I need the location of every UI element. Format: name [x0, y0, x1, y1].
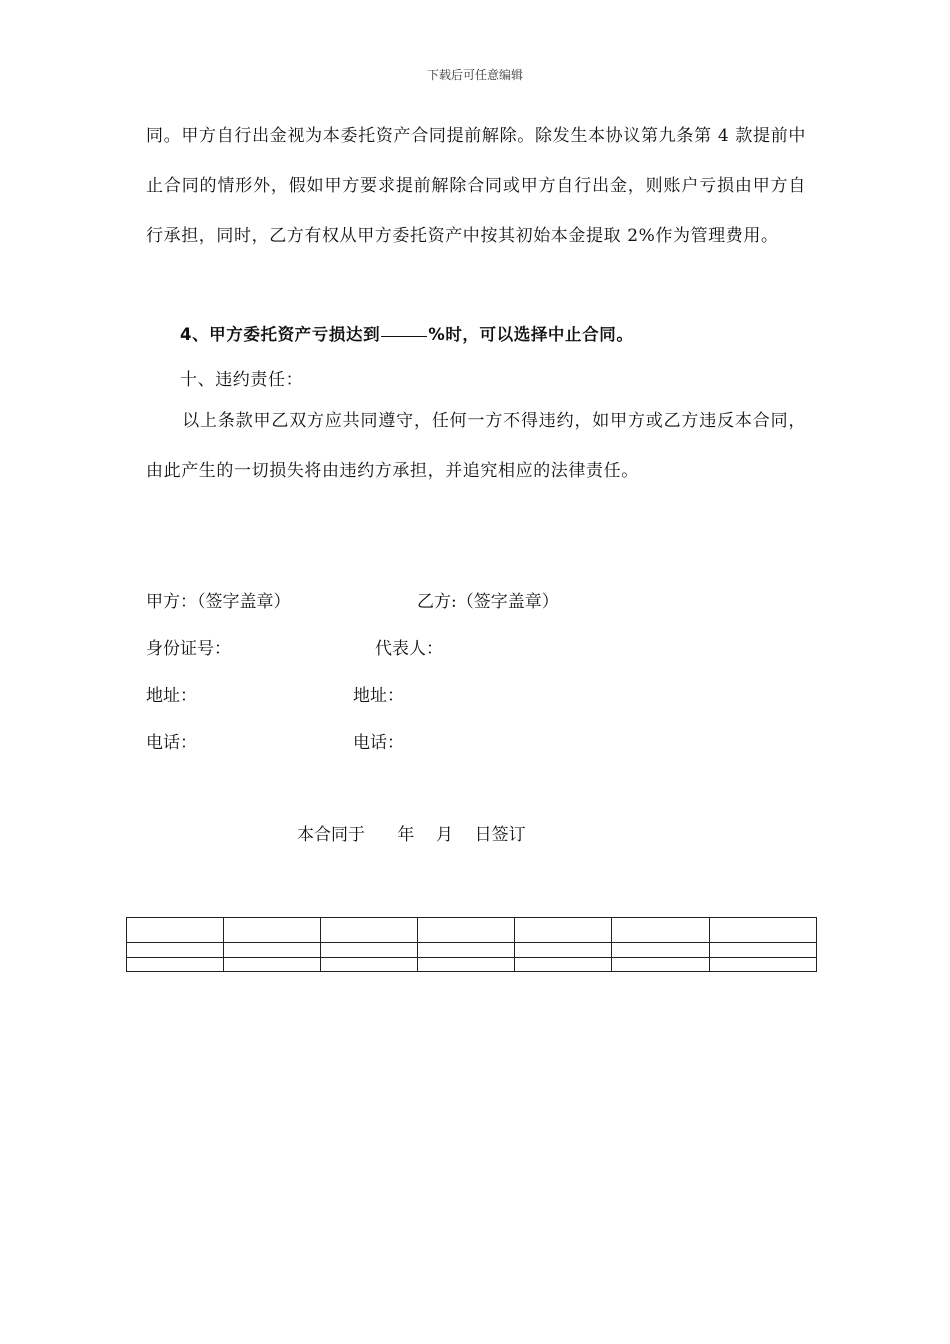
table-cell — [612, 918, 710, 943]
party-b-signature: 乙方:（签字盖章） — [417, 592, 559, 612]
table-row — [127, 943, 817, 958]
section-10-text: 以上条款甲乙双方应共同遵守，任何一方不得违约，如甲方或乙方违反本合同，由此产生的一切损失将由违约方承担，并追究相应的法律责任。 — [146, 411, 806, 481]
table-cell — [612, 958, 710, 972]
section-10-title: 十、违约责任： — [180, 370, 304, 390]
table-cell — [710, 958, 817, 972]
table-cell — [321, 943, 418, 958]
table-cell — [710, 918, 817, 943]
party-a-phone-label: 电话： — [146, 733, 197, 753]
table-cell — [224, 918, 321, 943]
table-cell — [127, 943, 224, 958]
table-row — [127, 958, 817, 972]
table-cell — [418, 918, 515, 943]
clause-paragraph-early-termination: 同。甲方自行出金视为本委托资产合同提前解除。除发生本协议第九条第 4 款提前中止合同的情形外，假如甲方要求提前解除合同或甲方自行出金，则账户亏损由甲方自行承担，同时，乙方有权从甲方委托资产中按其初始本金提取 2%作为管理费用。 — [146, 126, 806, 246]
clause-item-4-suffix: %时，可以选择中止合同。 — [428, 325, 634, 344]
clause-item-4 — [180, 310, 800, 360]
contract-sign-date: 本合同于 年 月 日签订 — [297, 825, 526, 845]
id-number-label: 身份证号： — [146, 639, 231, 659]
table-cell — [418, 943, 515, 958]
table-cell — [127, 918, 224, 943]
table-cell — [418, 958, 515, 972]
party-a-signature: 甲方：（签字盖章） — [146, 592, 291, 612]
party-b-address-label: 地址： — [353, 686, 404, 706]
empty-grid-table — [126, 917, 817, 972]
clause-item-4-prefix: 4、甲方委托资产亏损达到 — [180, 325, 381, 344]
table-cell — [515, 958, 612, 972]
representative-label: 代表人： — [375, 639, 443, 659]
table-cell — [710, 943, 817, 958]
table-cell — [224, 943, 321, 958]
party-b-phone-label: 电话： — [353, 733, 404, 753]
table-row — [127, 918, 817, 943]
header-note: 下载后可任意编辑 — [426, 68, 523, 82]
table-cell — [515, 918, 612, 943]
table-cell — [127, 958, 224, 972]
table-cell — [224, 958, 321, 972]
party-a-address-label: 地址： — [146, 686, 197, 706]
table-cell — [321, 918, 418, 943]
table-cell — [612, 943, 710, 958]
section-10-paragraph — [146, 396, 806, 496]
table-cell — [321, 958, 418, 972]
percentage-blank — [381, 335, 427, 337]
table-cell — [515, 943, 612, 958]
